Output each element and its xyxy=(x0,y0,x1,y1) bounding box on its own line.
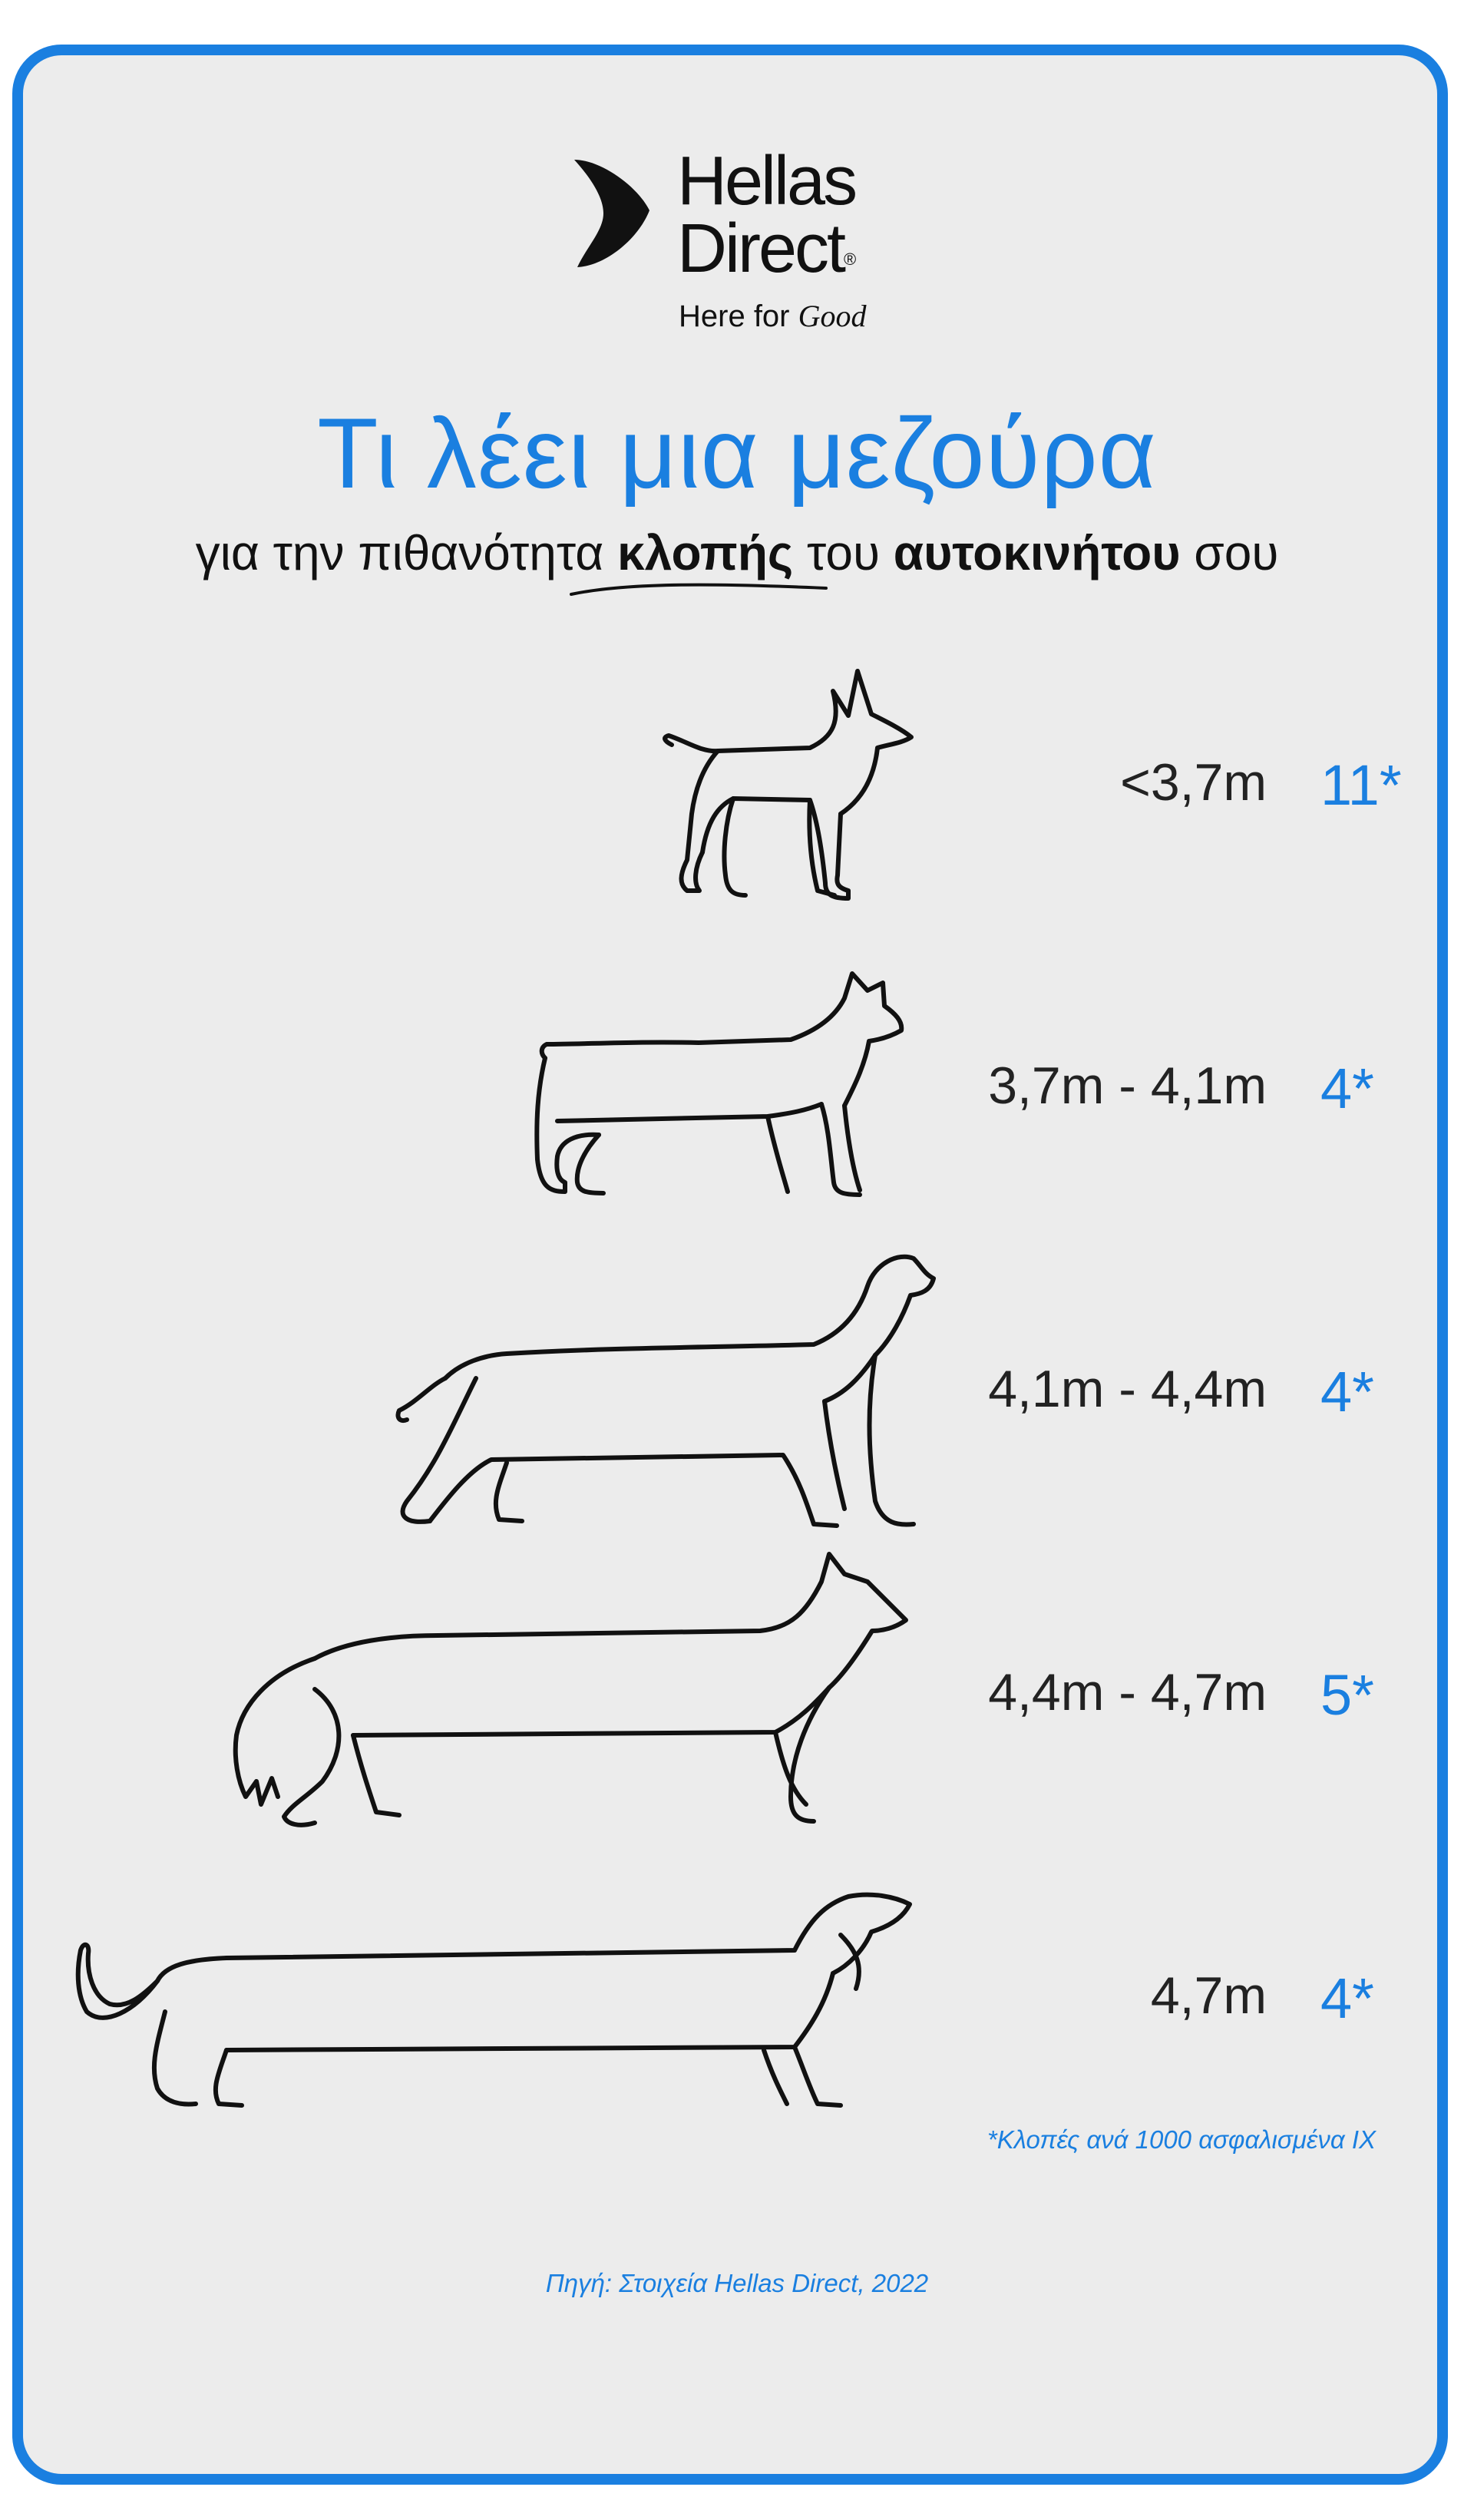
chart-row xyxy=(0,1359,1474,1513)
brand-logo xyxy=(570,143,915,347)
length-range-label: 4,1m - 4,4m xyxy=(988,1360,1267,1418)
subtitle-bold-theft: κλοπής xyxy=(617,525,794,580)
theft-count-value: 4* xyxy=(1320,1057,1374,1120)
theft-count-value: 11* xyxy=(1320,753,1402,817)
length-range-label: 4,7m xyxy=(1150,1966,1267,2025)
subtitle-part1: για την πιθανότητα xyxy=(195,525,617,580)
underline-swoosh xyxy=(568,577,829,600)
brand-name-line2: Direct xyxy=(677,210,844,287)
chart-row xyxy=(0,1056,1474,1209)
footnote: *Κλοπές ανά 1000 ασφαλισμένα ΙΧ xyxy=(987,2125,1376,2154)
theft-count-value: 4* xyxy=(1320,1360,1374,1424)
subtitle-bold-car: αυτοκινήτου xyxy=(893,525,1181,580)
length-range-label: 4,4m - 4,7m xyxy=(988,1663,1267,1721)
page-title: Τι λέει μια μεζούρα xyxy=(317,397,1157,509)
source-credit: Πηγή: Στοιχεία Hellas Direct, 2022 xyxy=(545,2269,929,2297)
tagline-suffix: Good xyxy=(798,299,867,333)
chart-row xyxy=(0,752,1474,906)
brand-name xyxy=(677,143,857,287)
theft-count-value: 5* xyxy=(1320,1663,1374,1727)
brand-chevron-icon xyxy=(570,155,654,270)
page-subtitle xyxy=(0,524,1474,581)
chart-row xyxy=(0,1966,1474,2119)
registered-mark: ® xyxy=(844,250,857,269)
brand-tagline xyxy=(679,298,867,334)
length-range-label: <3,7m xyxy=(1120,753,1267,812)
theft-count-value: 4* xyxy=(1320,1966,1374,2030)
chart-row xyxy=(0,1662,1474,1816)
subtitle-part3: σου xyxy=(1180,525,1279,580)
subtitle-part2: του xyxy=(793,525,894,580)
brand-name-line1: Hellas xyxy=(677,143,856,220)
length-range-label: 3,7m - 4,1m xyxy=(988,1057,1267,1115)
tagline-prefix: Here for xyxy=(679,299,790,333)
